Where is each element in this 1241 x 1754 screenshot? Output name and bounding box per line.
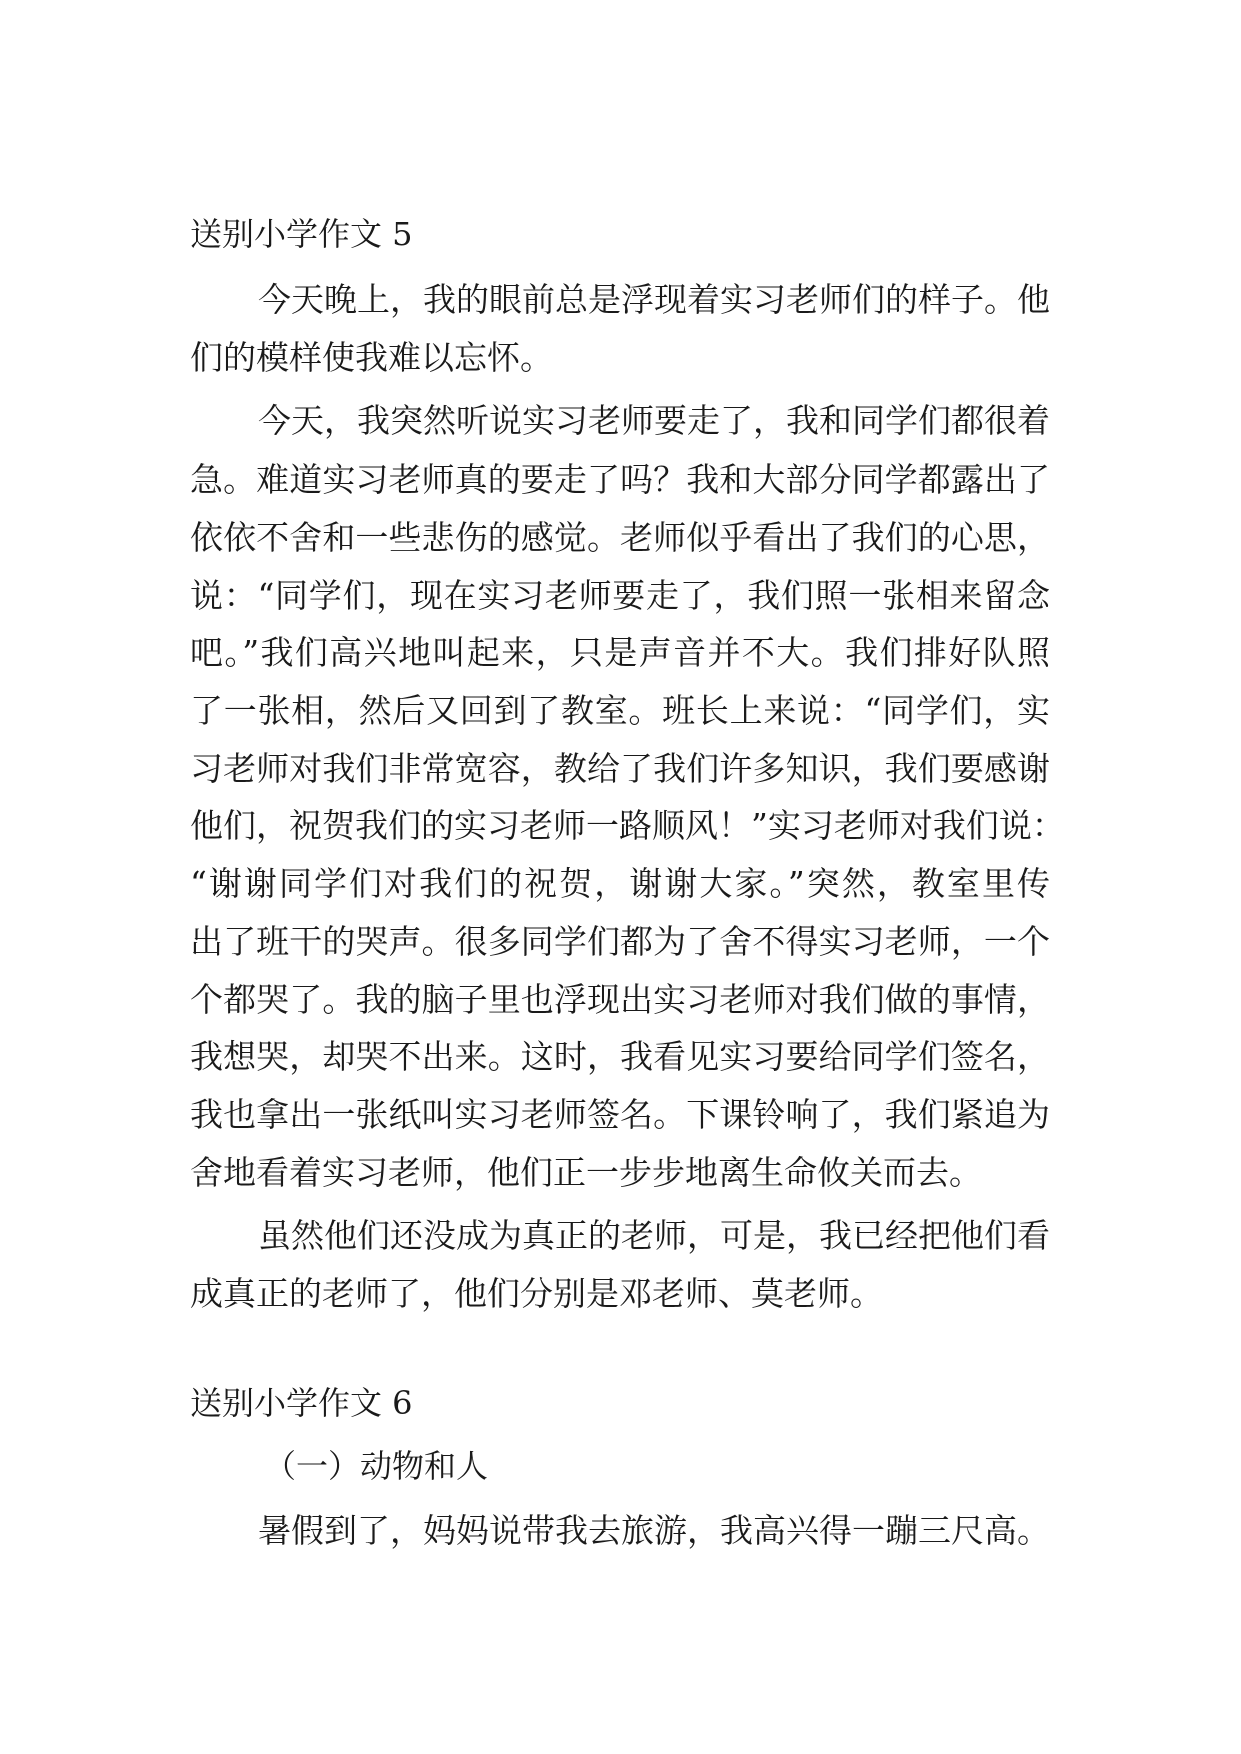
paragraph-line: 舍地看着实习老师，他们正一步步地离生命攸关而去。 xyxy=(190,1153,982,1192)
paragraph-line: 了一张相，然后又回到了教室。班长上来说：“同学们，实 xyxy=(190,691,1050,730)
section-subtitle: （一）动物和人 xyxy=(264,1447,489,1485)
section-title: 送别小学作文 6 xyxy=(190,1384,413,1422)
paragraph-line: 我也拿出一张纸叫实习老师签名。下课铃响了，我们紧追为 xyxy=(190,1095,1050,1134)
paragraph-line: 暑假到了，妈妈说带我去旅游，我高兴得一蹦三尺高。 xyxy=(258,1511,1050,1550)
paragraph-line: 今天晚上，我的眼前总是浮现着实习老师们的样子。他 xyxy=(258,280,1050,319)
paragraph-line: 成真正的老师了，他们分别是邓老师、莫老师。 xyxy=(190,1274,883,1313)
section-title: 送别小学作文 5 xyxy=(190,215,413,253)
paragraph-line: 们的模样使我难以忘怀。 xyxy=(190,338,553,377)
paragraph-line: 说：“同学们，现在实习老师要走了，我们照一张相来留念 xyxy=(190,576,1050,615)
paragraph-line: 吧。”我们高兴地叫起来，只是声音并不大。我们排好队照 xyxy=(190,633,1050,672)
paragraph-line: 我想哭，却哭不出来。这时，我看见实习要给同学们签名， xyxy=(190,1037,1050,1076)
paragraph-line: 个都哭了。我的脑子里也浮现出实习老师对我们做的事情， xyxy=(190,980,1050,1019)
paragraph-line: 他们，祝贺我们的实习老师一路顺风！”实习老师对我们说： xyxy=(190,806,1065,845)
paragraph-line: 急。难道实习老师真的要走了吗？我和大部分同学都露出了 xyxy=(190,460,1050,499)
paragraph-line: 习老师对我们非常宽容，教给了我们许多知识，我们要感谢 xyxy=(190,749,1050,788)
paragraph-line: “谢谢同学们对我们的祝贺，谢谢大家。”突然，教室里传 xyxy=(190,864,1050,903)
paragraph-line: 依依不舍和一些悲伤的感觉。老师似乎看出了我们的心思， xyxy=(190,518,1050,557)
paragraph-line: 今天，我突然听说实习老师要走了，我和同学们都很着 xyxy=(258,401,1050,440)
paragraph-line: 虽然他们还没成为真正的老师，可是，我已经把他们看 xyxy=(258,1216,1050,1255)
paragraph-line: 出了班干的哭声。很多同学们都为了舍不得实习老师，一个 xyxy=(190,922,1050,961)
